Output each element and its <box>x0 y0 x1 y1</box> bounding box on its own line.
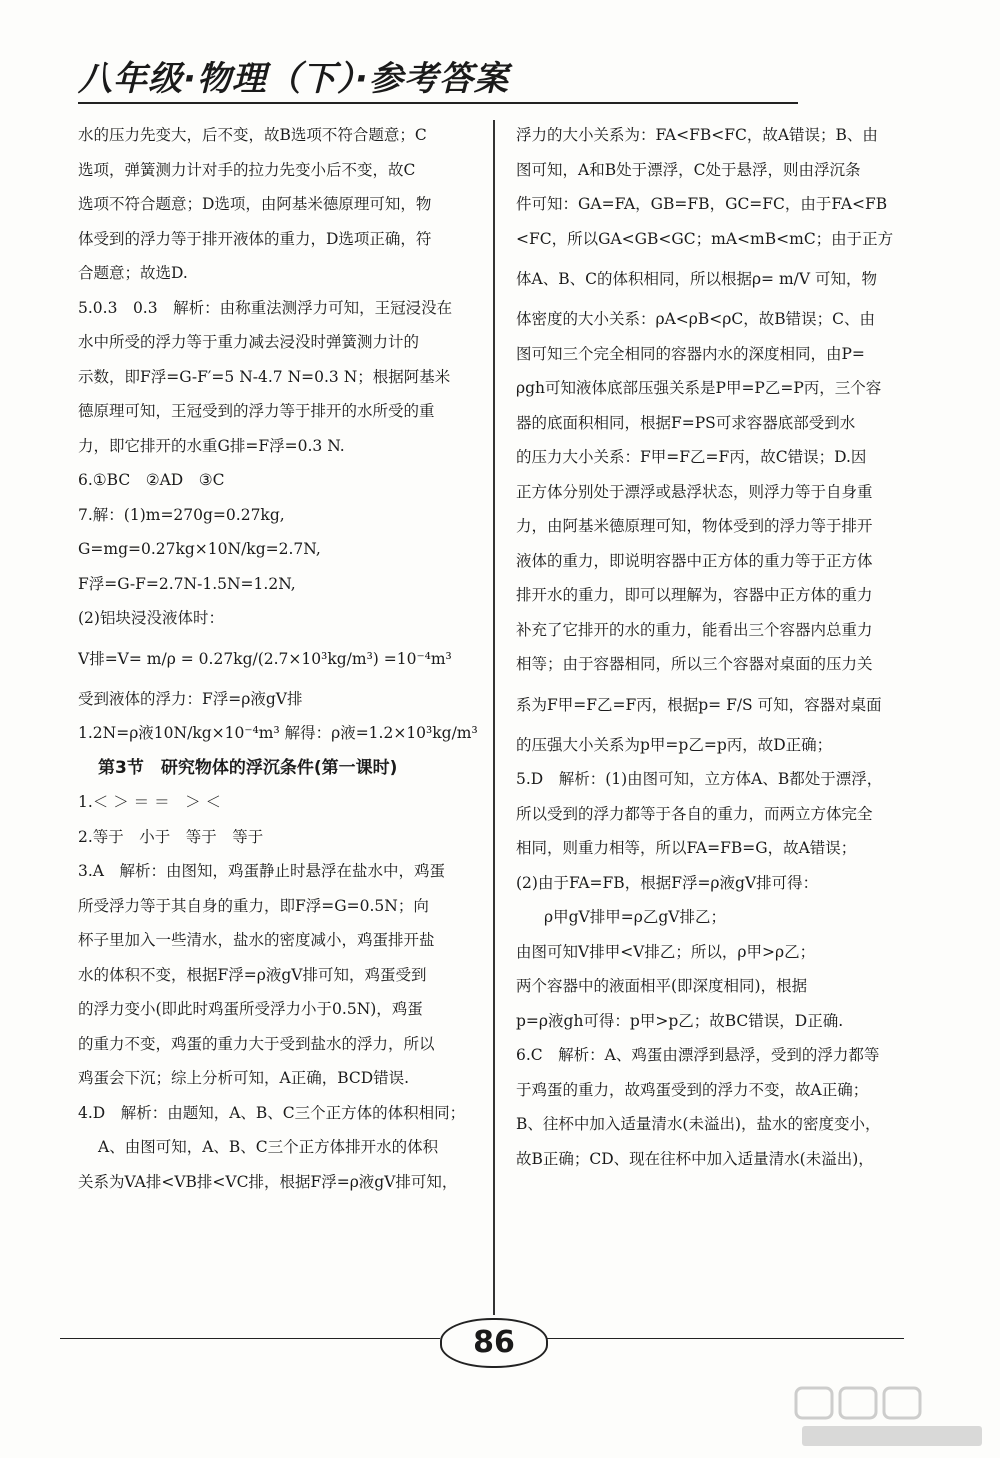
text-line: 合题意；故选D. <box>78 264 188 282</box>
text-line: A、由图可知，A、B、C三个正方体排开水的体积 <box>98 1138 439 1156</box>
page-number-badge <box>440 1318 548 1368</box>
text-line: 相同，则重力相等，所以FA=FB=G，故A错误； <box>516 839 857 857</box>
right-column <box>516 118 916 1176</box>
text-line: <FC，所以GA<GB<GC；mA<mB<mC；由于正方 <box>516 229 894 248</box>
column-divider <box>493 120 495 1315</box>
text-line: 件可知：GA=FA，GB=FB，GC=FC，由于FA<FB <box>516 195 888 213</box>
text-line: 选项不符合题意；D选项，由阿基米德原理可知，物 <box>78 195 432 213</box>
text-line: 正方体分别处于漂浮或悬浮状态，则浮力等于自身重 <box>516 482 873 501</box>
text-line: 4.D 解析：由题知，A、B、C三个正方体的体积相同； <box>78 1103 466 1122</box>
text-line: 7.解：(1)m=270g=0.27kg, <box>78 505 285 524</box>
text-line: 水的压力先变大，后不变，故B选项不符合题意；C <box>78 126 427 144</box>
text-line: G=mg=0.27kg×10N/kg=2.7N, <box>78 540 321 558</box>
text-line: 体受到的浮力等于排开液体的重力，D选项正确，符 <box>78 229 432 248</box>
text-line: 图可知，A和B处于漂浮，C处于悬浮，则由浮沉条 <box>516 160 861 179</box>
footer-rule-right <box>542 1338 904 1339</box>
page-header <box>78 58 798 106</box>
header-title: 八年级·物理（下）·参考答案 <box>78 59 509 99</box>
text-line: 排开水的重力，即可以理解为，容器中正方体的重力 <box>516 586 873 604</box>
text-line: 力，由阿基米德原理可知，物体受到的浮力等于排开 <box>516 517 873 535</box>
header-rule <box>78 102 798 104</box>
text-line: p=ρ液gh可得：p甲>p乙；故BC错误，D正确. <box>516 1011 844 1030</box>
text-line: 两个容器中的液面相平(即深度相同)，根据 <box>516 977 808 995</box>
text-line: 所受浮力等于其自身的重力，即F浮=G=0.5N；向 <box>78 896 429 915</box>
text-line: ρgh可知液体底部压强关系是P甲=P乙=P丙，三个容 <box>516 379 882 397</box>
text-line: 选项，弹簧测力计对手的拉力先变小后不变，故C <box>78 160 416 179</box>
text-line: 关系为VA排<VB排<VC排，根据F浮=ρ液gV排可知， <box>78 1172 458 1191</box>
text-line: 相等；由于容器相同，所以三个容器对桌面的压力关 <box>516 655 873 673</box>
formula-line: 体A、B、C的体积相同，所以根据ρ= m/V 可知，物 <box>516 270 878 288</box>
text-line: 1.＜ ＞ ＝ ＝ ＞ ＜ <box>78 793 221 811</box>
text-line: 3.A 解析：由图知，鸡蛋静止时悬浮在盐水中，鸡蛋 <box>78 862 445 880</box>
text-line: 2.等于 小于 等于 等于 <box>78 827 264 846</box>
watermark-logo-icon <box>792 1382 992 1452</box>
footer-rule-left <box>60 1338 440 1339</box>
text-line: 的重力不变，鸡蛋的重力大于受到盐水的浮力，所以 <box>78 1034 435 1053</box>
page-number: 86 <box>473 1325 515 1360</box>
text-line: 5.0.3 0.3 解析：由称重法测浮力可知，王冠浸没在 <box>78 298 453 317</box>
text-line: F浮=G-F=2.7N-1.5N=1.2N, <box>78 574 296 593</box>
text-line: 6.①BC ②AD ③C <box>78 471 225 489</box>
text-line: 由图可知V排甲<V排乙；所以，ρ甲>ρ乙； <box>516 942 816 961</box>
text-line: 杯子里加入一些清水，盐水的密度减小，鸡蛋排开盐 <box>78 931 435 949</box>
text-line: 1.2N=ρ液10N/kg×10⁻⁴m³ 解得：ρ液=1.2×10³kg/m³ <box>78 724 478 742</box>
text-line: B、往杯中加入适量清水(未溢出)，盐水的密度变小， <box>516 1115 881 1133</box>
text-line: 力，即它排开的水重G排=F浮=0.3 N. <box>78 436 345 455</box>
text-line: 6.C 解析：A、鸡蛋由漂浮到悬浮，受到的浮力都等 <box>516 1046 880 1064</box>
text-line: 浮力的大小关系为：FA<FB<FC，故A错误；B、由 <box>516 126 878 144</box>
text-line: 的浮力变小(即此时鸡蛋所受浮力小于0.5N)，鸡蛋 <box>78 1000 423 1018</box>
text-line: 德原理可知，王冠受到的浮力等于排开的水所受的重 <box>78 402 435 420</box>
text-line: 鸡蛋会下沉；综上分析可知，A正确，BCD错误. <box>78 1069 410 1087</box>
text-line: 水的体积不变，根据F浮=ρ液gV排可知，鸡蛋受到 <box>78 965 427 984</box>
text-line: 图可知三个完全相同的容器内水的深度相同，由P= <box>516 344 865 363</box>
text-line: 受到液体的浮力：F浮=ρ液gV排 <box>78 689 303 708</box>
text-line: 液体的重力，即说明容器中正方体的重力等于正方体 <box>516 551 873 570</box>
text-line: 器的底面积相同，根据F=PS可求容器底部受到水 <box>516 413 856 432</box>
formula-line: V排=V= m/ρ = 0.27kg/(2.7×10³kg/m³) =10⁻⁴m³ <box>78 649 452 668</box>
text-line: (2)铝块浸没液体时： <box>78 609 224 627</box>
left-column <box>78 118 478 1199</box>
text-line: 5.D 解析：(1)由图可知，立方体A、B都处于漂浮， <box>516 770 883 788</box>
text-line: (2)由于FA=FB，根据F浮=ρ液gV排可得： <box>516 873 819 892</box>
formula-line: 系为F甲=F乙=F丙，根据p= F/S 可知，容器对桌面 <box>516 695 882 714</box>
text-line: 故B正确；CD、现在往杯中加入适量清水(未溢出)， <box>516 1149 874 1168</box>
text-line: 水中所受的浮力等于重力减去浸没时弹簧测力计的 <box>78 333 420 351</box>
text-line: 体密度的大小关系：ρA<ρB<ρC，故B错误；C、由 <box>516 310 876 328</box>
text-line: 于鸡蛋的重力，故鸡蛋受到的浮力不变，故A正确； <box>516 1080 869 1099</box>
text-line: 补充了它排开的水的重力，能看出三个容器内总重力 <box>516 620 873 639</box>
section-heading: 第3节 研究物体的浮沉条件(第一课时) <box>98 757 398 778</box>
text-line: 的压力大小关系：F甲=F乙=F丙，故C错误；D.因 <box>516 448 867 466</box>
text-line: 的压强大小关系为p甲=p乙=p丙，故D正确； <box>516 735 833 754</box>
text-line: ρ甲gV排甲=ρ乙gV排乙； <box>544 908 726 926</box>
text-line: 所以受到的浮力都等于各自的重力，而两立方体完全 <box>516 804 873 823</box>
text-line: 示数，即F浮=G-F′=5 N-4.7 N=0.3 N；根据阿基米 <box>78 367 451 386</box>
